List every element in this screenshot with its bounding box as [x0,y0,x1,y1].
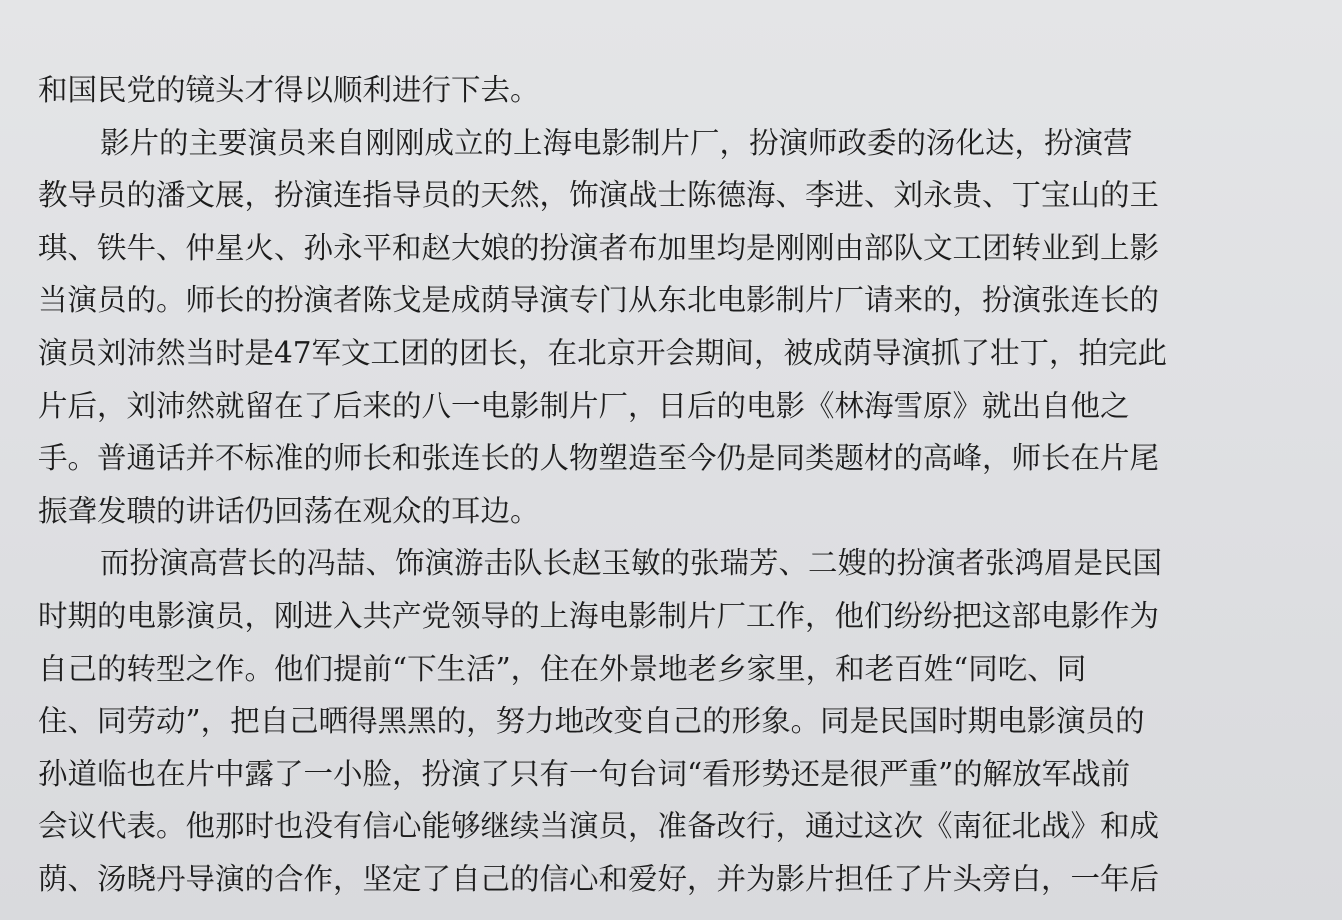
paragraph-3 [38,537,1306,905]
text-line: 振聋发聩的讲话仍回荡在观众的耳边。 [38,493,540,528]
text-line: 当演员的。师长的扮演者陈戈是成荫导演专门从东北电影制片厂请来的，扮演张连长的 [38,283,1160,318]
text-line: 和国民党的镜头才得以顺利进行下去。 [38,73,540,107]
text-line: 影片的主要演员来自刚刚成立的上海电影制片厂，扮演师政委的汤化达，扮演营 [100,125,1133,160]
text-line: 住、同劳动”，把自己晒得黑黑的，努力地改变自己的形象。同是民国时期电影演员的 [38,704,1145,739]
text-line: 时期的电影演员，刚进入共产党领导的上海电影制片厂工作，他们纷纷把这部电影作为 [38,598,1160,633]
text-line: 演员刘沛然当时是47军文工团的团长，在北京开会期间，被成荫导演抓了壮丁，拍完此 [38,335,1168,370]
text-line: 手。普通话并不标准的师长和张连长的人物塑造至今仍是同类题材的高峰，师长在片尾 [38,441,1160,476]
paragraph-2 [38,117,1306,538]
text-line: 荫、汤晓丹导演的合作，坚定了自己的信心和爱好，并为影片担任了片头旁白，一年后 [38,861,1160,896]
text-line: 孙道临也在片中露了一小脸，扮演了只有一句台词“看形势还是很严重”的解放军战前 [38,756,1131,791]
paragraph-1-end [38,64,1306,117]
text-line: 会议代表。他那时也没有信心能够继续当演员，准备改行，通过这次《南征北战》和成 [38,809,1160,844]
text-line: 教导员的潘文展，扮演连指导员的天然，饰演战士陈德海、李进、刘永贵、丁宝山的王 [38,178,1160,213]
text-line: 琪、铁牛、仲星火、孙永平和赵大娘的扮演者布加里均是刚刚由部队文工团转业到上影 [38,230,1160,265]
text-line: 片后，刘沛然就留在了后来的八一电影制片厂，日后的电影《林海雪原》就出自他之 [38,388,1130,423]
text-line: 而扮演高营长的冯喆、饰演游击队长赵玉敏的张瑞芳、二嫂的扮演者张鸿眉是民国 [100,546,1163,581]
text-line: 自己的转型之作。他们提前“下生活”，住在外景地老乡家里，和老百姓“同吃、同 [38,651,1087,686]
